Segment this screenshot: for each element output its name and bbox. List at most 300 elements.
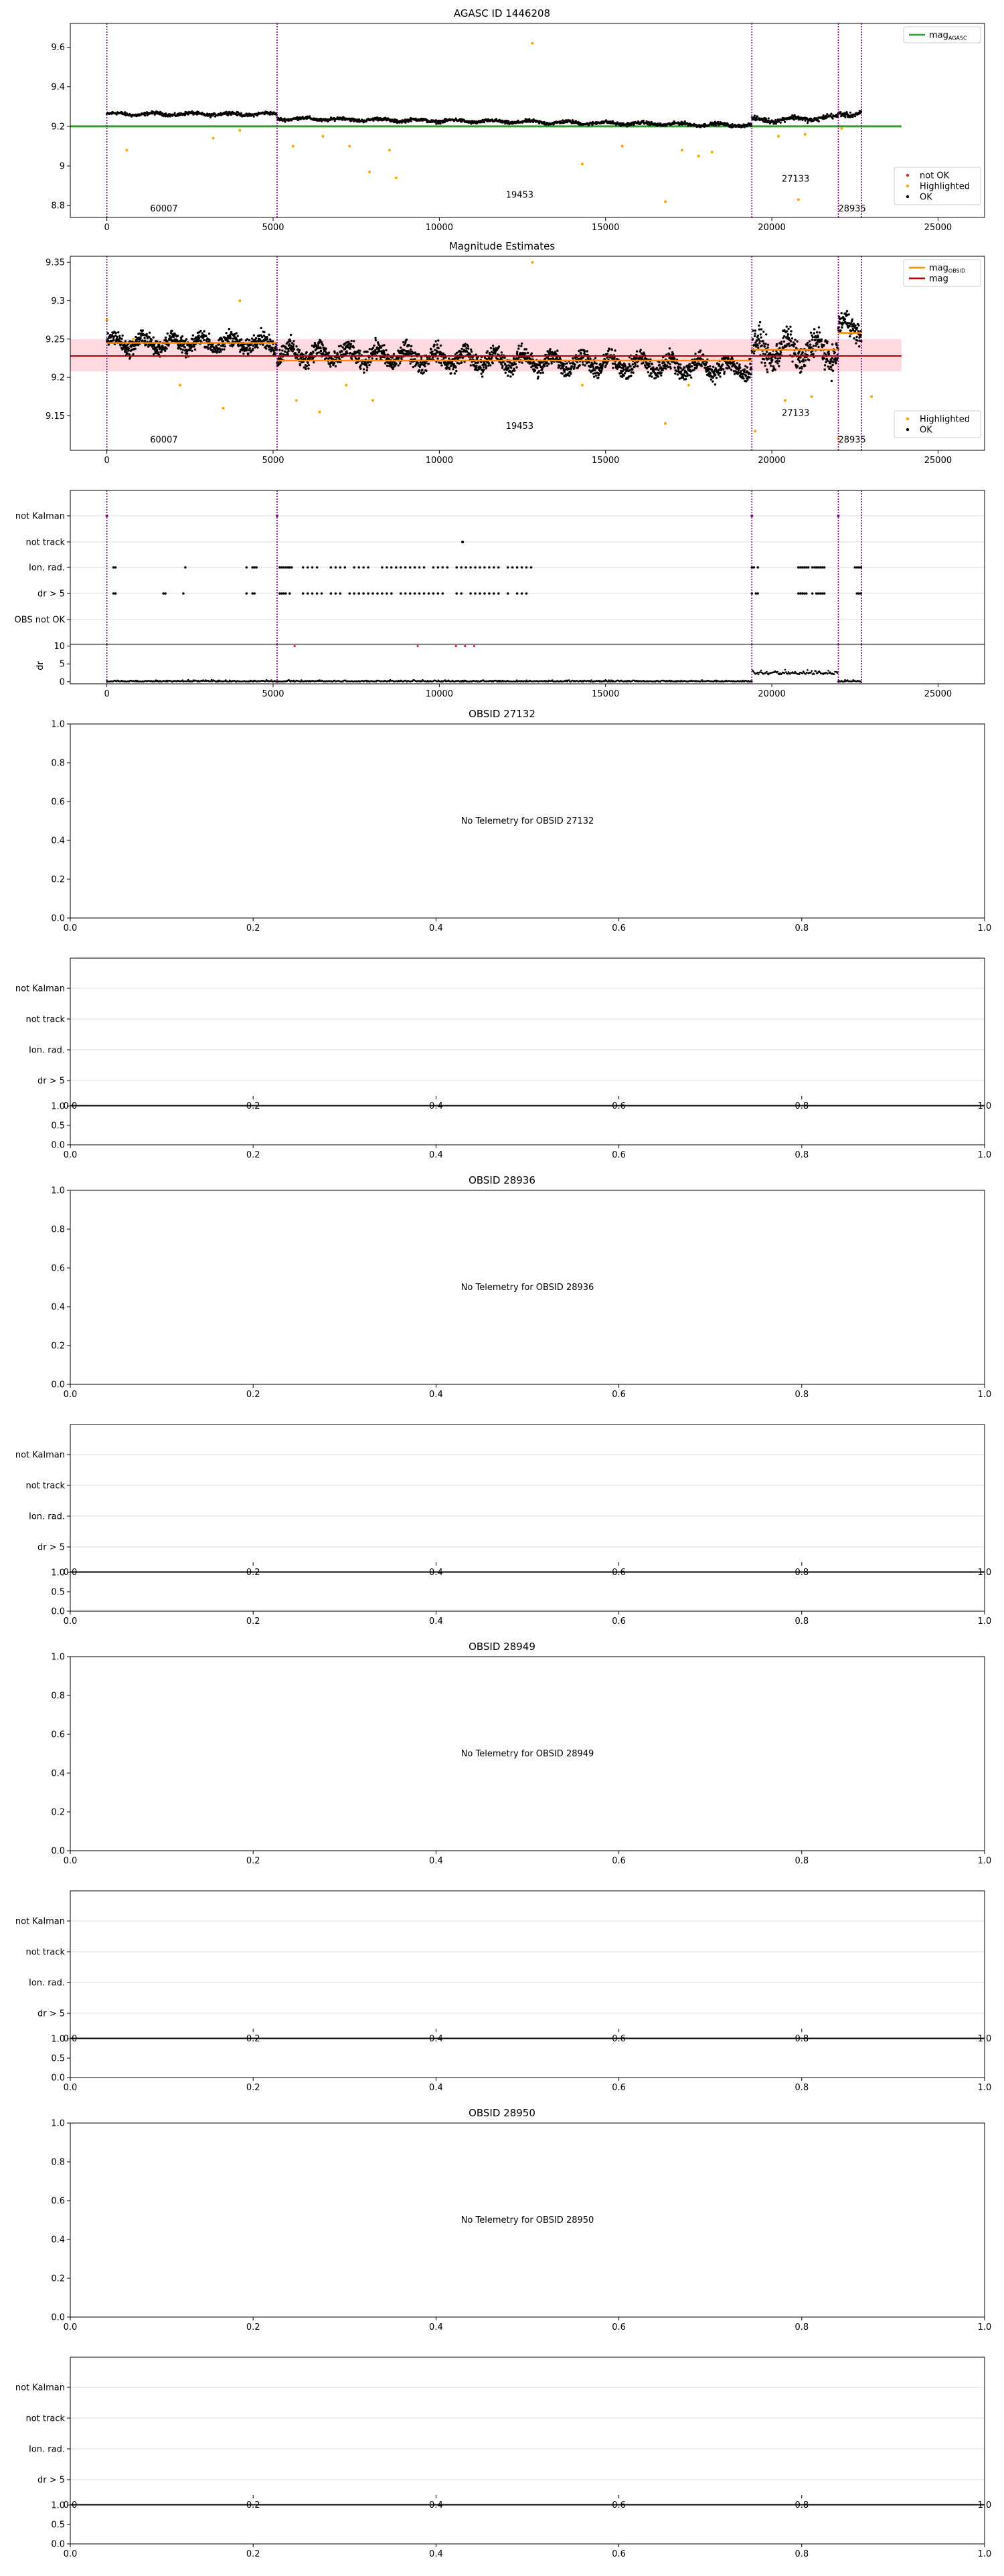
ok-point: [517, 347, 519, 349]
ok-point: [539, 372, 541, 374]
obsid-annotation: 28935: [838, 204, 866, 215]
ok-point: [248, 339, 250, 341]
highlighted-point: [238, 129, 241, 132]
ok-point: [606, 363, 608, 365]
ok-point: [399, 362, 401, 364]
ok-point: [420, 357, 422, 359]
ok-point: [418, 353, 420, 355]
legend-marker-swatch: [906, 195, 909, 198]
ok-point: [322, 344, 324, 346]
ok-point: [766, 347, 768, 349]
flag-marker: [469, 592, 472, 595]
flag-marker: [474, 592, 477, 595]
ok-point: [165, 347, 167, 349]
ok-point: [779, 357, 781, 359]
ok-point: [141, 339, 143, 341]
flag-marker: [823, 566, 826, 569]
ok-point: [414, 353, 416, 355]
ok-point: [672, 353, 674, 355]
flag-marker: [428, 592, 430, 595]
ok-point: [281, 349, 283, 351]
ok-point: [564, 363, 566, 365]
ok-point: [786, 325, 788, 327]
flag-marker: [284, 592, 287, 595]
ok-point: [214, 112, 216, 114]
ok-point: [295, 345, 297, 347]
ok-point: [269, 345, 271, 347]
ok-point: [153, 337, 155, 339]
ok-point: [193, 345, 195, 347]
ok-point: [856, 327, 858, 329]
ok-point: [176, 339, 178, 341]
ok-point: [542, 371, 544, 373]
flag-marker: [302, 566, 305, 569]
highlighted-point: [681, 149, 683, 151]
ok-point: [207, 348, 209, 350]
flag-marker: [469, 566, 472, 569]
ok-point: [584, 364, 586, 366]
ok-point: [237, 335, 239, 337]
ok-point: [832, 370, 834, 372]
ok-point: [612, 367, 614, 369]
ok-point: [801, 367, 803, 369]
ok-point: [308, 364, 310, 366]
ok-point: [758, 338, 760, 340]
flag-marker: [823, 592, 826, 595]
ok-point: [761, 345, 763, 347]
flag-category-label: dr > 5: [37, 589, 65, 600]
flag-marker: [409, 592, 412, 595]
flag-marker: [255, 566, 258, 569]
ok-point: [844, 318, 846, 320]
ok-point: [684, 120, 686, 122]
ok-point: [606, 357, 608, 359]
ok-point: [505, 372, 507, 374]
ok-point: [858, 345, 860, 347]
ok-point: [780, 122, 782, 124]
legend-label: mag: [929, 274, 948, 284]
ok-point: [649, 365, 651, 367]
ok-point: [809, 340, 811, 342]
ok-point: [831, 380, 833, 382]
ok-point: [723, 373, 725, 375]
flag-marker: [460, 592, 463, 595]
ok-point: [586, 350, 588, 352]
ok-point: [410, 120, 412, 122]
flag-marker: [246, 566, 248, 569]
ok-point: [661, 372, 663, 374]
ok-point: [318, 342, 320, 344]
flag-marker: [302, 592, 305, 595]
flag-marker: [516, 566, 519, 569]
ok-point: [790, 333, 792, 335]
ok-point: [284, 351, 286, 353]
ok-point: [435, 340, 437, 342]
ok-point: [464, 345, 466, 347]
ok-point: [740, 370, 742, 372]
highlighted-point: [348, 145, 351, 147]
ok-point: [719, 375, 721, 377]
ok-point: [826, 113, 828, 115]
ok-point: [246, 347, 248, 349]
ok-point: [648, 363, 650, 365]
flag-marker: [349, 592, 351, 595]
ok-point: [760, 329, 762, 331]
flag-marker: [182, 592, 185, 595]
ok-point: [643, 362, 645, 364]
ok-point: [335, 365, 337, 367]
ok-point: [116, 336, 118, 338]
ok-point: [791, 337, 793, 339]
ok-point: [605, 119, 607, 121]
legend-marker-swatch: [906, 185, 909, 187]
ok-point: [829, 362, 831, 364]
ok-point: [386, 365, 388, 367]
ok-point: [412, 366, 414, 368]
highlighted-point: [711, 151, 714, 153]
ok-point: [340, 345, 342, 347]
ok-point: [456, 352, 458, 354]
ok-point: [663, 361, 665, 363]
ok-point: [792, 345, 794, 347]
flag-marker: [807, 566, 810, 569]
ok-point: [622, 369, 624, 371]
ok-point: [742, 375, 744, 377]
ok-point: [657, 375, 659, 377]
ok-point: [236, 332, 238, 334]
ok-point: [734, 373, 736, 375]
ok-point: [153, 353, 155, 355]
ok-point: [656, 367, 658, 369]
x-tick-label: 25000: [924, 456, 952, 466]
ok-point: [771, 359, 773, 361]
ok-point: [181, 351, 183, 353]
flag-marker: [483, 592, 486, 595]
ok-point: [221, 349, 223, 351]
flag-marker: [357, 566, 360, 569]
ok-point: [673, 367, 675, 369]
ok-point: [322, 352, 324, 354]
ok-point: [437, 339, 439, 341]
ok-point: [815, 117, 817, 119]
flag-marker: [497, 566, 500, 569]
highlighted-point: [840, 127, 843, 130]
ok-point: [255, 337, 257, 339]
ok-point: [368, 364, 370, 366]
flag-marker: [493, 592, 495, 595]
ok-point: [410, 349, 412, 351]
ok-point: [749, 363, 751, 365]
x-tick-label: 10000: [425, 456, 454, 466]
highlighted-point: [222, 407, 224, 409]
x-tick-label: 15000: [592, 223, 620, 233]
x-tick-label: 25000: [924, 223, 952, 233]
ok-point: [764, 121, 766, 123]
ok-point: [191, 338, 193, 340]
ok-point: [728, 357, 730, 359]
ok-point: [349, 352, 351, 354]
ok-point: [144, 114, 146, 116]
flag-marker: [321, 592, 323, 595]
ok-point: [651, 375, 653, 377]
ok-point: [562, 365, 564, 367]
ok-point: [139, 337, 141, 339]
ok-point: [440, 345, 442, 347]
ok-point: [165, 337, 167, 339]
ok-point: [428, 363, 430, 365]
ok-point: [763, 358, 765, 360]
ok-point: [487, 350, 489, 352]
ok-point: [272, 340, 274, 342]
ok-point: [827, 365, 829, 367]
ok-point: [181, 335, 183, 337]
ok-point: [418, 369, 420, 371]
legend-marker-swatch: [906, 418, 909, 420]
ok-point: [712, 380, 714, 382]
ok-point: [701, 365, 703, 367]
obsid-annotation: 27133: [781, 174, 810, 185]
ok-point: [408, 345, 410, 347]
ok-point: [278, 349, 280, 351]
highlighted-point: [132, 338, 135, 341]
ok-point: [764, 353, 766, 355]
ok-point: [312, 351, 314, 353]
ok-point: [424, 365, 426, 367]
ok-point: [247, 353, 249, 355]
flag-marker: [335, 592, 337, 595]
ok-point: [828, 368, 830, 370]
ok-point: [683, 367, 685, 369]
ok-point: [371, 357, 373, 359]
ok-point: [512, 373, 514, 375]
ok-point: [436, 343, 438, 345]
ok-point: [328, 351, 330, 353]
y-tick-label: 9.4: [51, 82, 65, 93]
flag-category-label: Ion. rad.: [29, 563, 65, 573]
ok-point: [805, 359, 807, 361]
flag-marker: [497, 592, 500, 595]
ok-point: [823, 357, 825, 359]
flag-marker: [437, 592, 440, 595]
ok-point: [600, 363, 602, 365]
ok-point: [423, 371, 425, 373]
ok-point: [369, 348, 371, 350]
ok-point: [849, 335, 851, 337]
legend-label: mag$_{AGASC}$: [929, 30, 967, 41]
ok-point: [334, 120, 336, 122]
flag-marker: [339, 592, 342, 595]
ok-point: [756, 116, 758, 118]
highlighted-point: [368, 171, 371, 173]
ok-point: [534, 369, 536, 371]
ok-point: [293, 348, 295, 350]
ok-point: [398, 364, 400, 366]
highlighted-point: [697, 155, 700, 157]
ok-point: [436, 357, 438, 359]
ok-point: [765, 333, 767, 335]
ok-point: [329, 365, 331, 367]
ok-point: [492, 345, 494, 347]
flag-marker: [432, 592, 435, 595]
ok-point: [595, 375, 597, 377]
ok-point: [393, 353, 395, 355]
ok-point: [274, 353, 276, 355]
highlighted-point: [292, 145, 295, 147]
ok-point: [677, 373, 679, 375]
ok-point: [143, 337, 145, 339]
ok-point: [759, 340, 761, 342]
ok-point: [788, 345, 790, 347]
ok-point: [444, 357, 446, 359]
ok-point: [366, 351, 368, 353]
ok-point: [132, 353, 134, 355]
ok-point: [483, 121, 485, 123]
ok-point: [819, 331, 821, 333]
highlighted-point: [621, 145, 624, 147]
ok-point: [120, 338, 122, 340]
ok-point: [780, 351, 782, 353]
ok-point: [498, 345, 500, 347]
ok-point: [292, 343, 295, 345]
ok-point: [467, 347, 469, 349]
ok-point: [174, 112, 176, 114]
chart-title: AGASC ID 1446208: [453, 7, 551, 19]
ok-point: [844, 116, 846, 118]
ok-point: [722, 368, 724, 370]
highlighted-point: [319, 411, 321, 413]
flag-category-label: not Kalman: [15, 511, 65, 522]
flag-marker: [418, 592, 421, 595]
ok-point: [121, 335, 123, 337]
highlighted-point: [125, 149, 128, 151]
flag-marker: [530, 566, 533, 569]
ok-point: [525, 348, 527, 350]
ok-point: [149, 332, 151, 334]
ok-point: [635, 363, 637, 365]
ok-point: [454, 357, 456, 359]
ok-point: [766, 371, 768, 373]
ok-point: [261, 336, 263, 338]
ok-point: [674, 373, 676, 375]
ok-point: [431, 351, 433, 353]
ok-point: [199, 330, 201, 332]
ok-point: [794, 343, 796, 345]
ok-point: [440, 122, 442, 124]
ok-point: [475, 365, 477, 367]
ok-point: [691, 365, 693, 367]
ok-point: [817, 346, 819, 348]
flag-marker: [381, 592, 384, 595]
ok-point: [240, 339, 242, 341]
x-tick-label: 20000: [758, 456, 786, 466]
ok-point: [673, 357, 675, 359]
ok-point: [117, 331, 119, 333]
ok-point: [128, 349, 130, 351]
legend-label: OK: [920, 425, 932, 436]
ok-point: [677, 369, 679, 371]
ok-point: [272, 347, 274, 349]
ok-point: [853, 337, 855, 339]
ok-point: [230, 331, 232, 333]
ok-point: [351, 340, 353, 342]
ok-point: [849, 112, 851, 114]
legend-label: OK: [920, 192, 932, 203]
flag-marker: [376, 592, 379, 595]
ok-point: [251, 337, 253, 339]
ok-point: [518, 345, 520, 347]
ok-point: [762, 331, 764, 333]
ok-point: [831, 357, 833, 359]
ok-point: [313, 361, 315, 363]
ok-point: [531, 353, 533, 355]
highlighted-point: [531, 261, 533, 264]
ok-point: [709, 365, 711, 367]
flag-marker: [432, 566, 435, 569]
ok-point: [350, 343, 352, 345]
ok-point: [448, 368, 450, 370]
ok-point: [406, 339, 408, 341]
ok-point: [155, 352, 157, 354]
ok-point: [682, 368, 684, 370]
highlighted-point: [804, 133, 807, 136]
flag-marker: [339, 566, 342, 569]
ok-point: [194, 349, 196, 351]
ok-point: [719, 372, 721, 374]
y-tick-label: 8.8: [51, 201, 65, 211]
ok-point: [483, 366, 485, 368]
ok-point: [366, 367, 368, 369]
ok-point: [783, 341, 785, 343]
ok-point: [823, 344, 825, 346]
ok-point: [835, 344, 837, 346]
ok-point: [712, 366, 714, 368]
flag-marker: [488, 566, 491, 569]
highlighted-point: [664, 200, 667, 203]
ok-point: [643, 120, 645, 122]
flag-marker: [805, 592, 808, 595]
ok-point: [203, 339, 205, 341]
ok-point: [268, 334, 270, 336]
ok-point: [839, 111, 841, 113]
ok-point: [742, 377, 744, 379]
ok-point: [334, 352, 336, 354]
ok-point: [198, 337, 200, 339]
ok-point: [223, 348, 225, 350]
ok-point: [516, 351, 518, 353]
ok-point: [810, 332, 812, 334]
ok-point: [754, 329, 756, 331]
ok-point: [481, 375, 483, 377]
ok-point: [240, 112, 242, 114]
ok-point: [777, 357, 779, 359]
y-tick-label: 9.2: [51, 373, 65, 383]
ok-point: [669, 363, 671, 365]
y-tick-label: 9.3: [51, 296, 65, 306]
ok-point: [813, 332, 815, 334]
ok-point: [380, 347, 382, 349]
ok-point: [848, 313, 850, 315]
ok-point: [804, 365, 806, 367]
ok-point: [594, 357, 596, 359]
ok-point: [409, 363, 411, 365]
ok-point: [572, 357, 574, 359]
ok-point: [401, 122, 403, 124]
ok-point: [203, 330, 205, 332]
ok-point: [479, 367, 481, 369]
flag-marker: [353, 592, 355, 595]
ok-point: [789, 326, 791, 328]
flag-marker: [516, 592, 519, 595]
